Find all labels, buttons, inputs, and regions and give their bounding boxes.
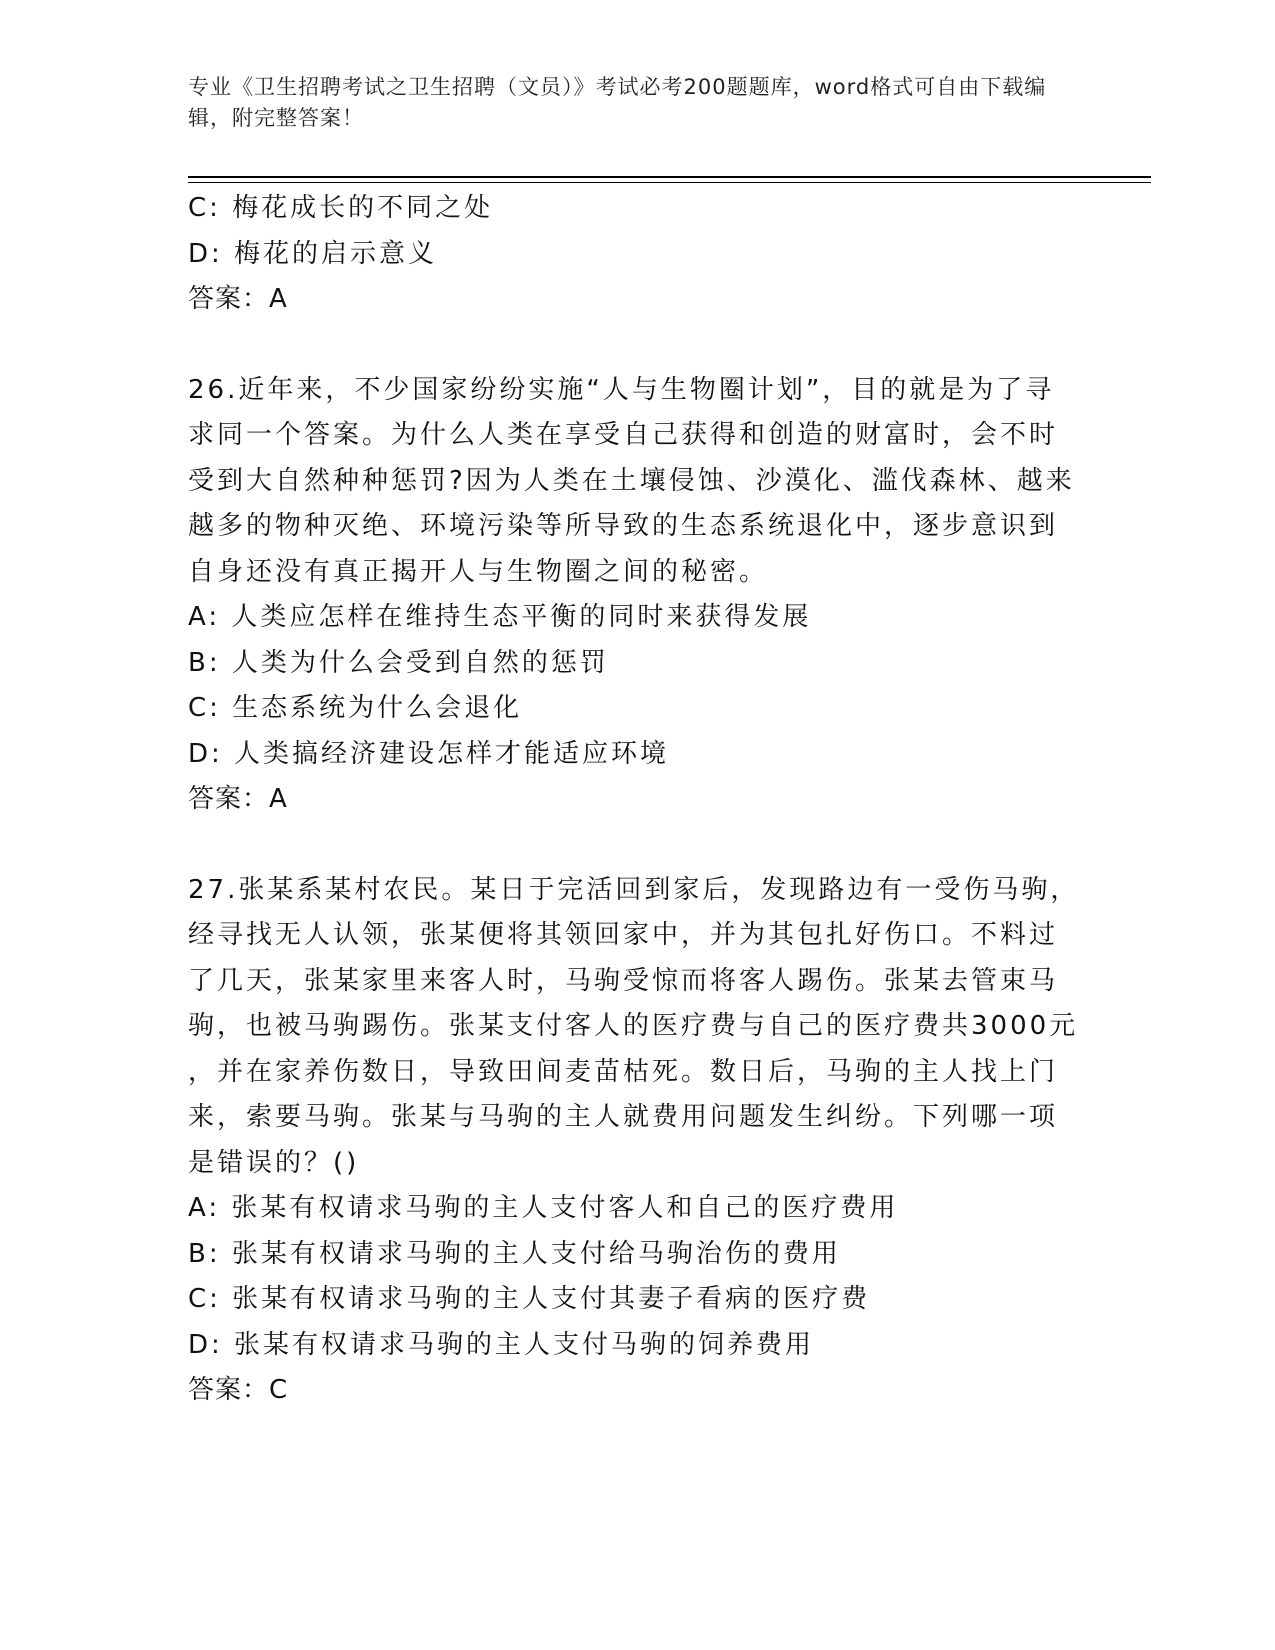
option-d: D: 人类搞经济建设怎样才能适应环境 bbox=[188, 738, 670, 769]
question-27 bbox=[188, 868, 1088, 1414]
header-rule-thin bbox=[188, 182, 1151, 183]
question-text-line: 经寻找无人认领，张某便将其领回家中，并为其包扎好伤口。不料过 bbox=[188, 920, 1059, 950]
question-text-line: 了几天，张某家里来客人时，马驹受惊而将客人踢伤。张某去管束马 bbox=[188, 965, 1059, 996]
question-text-line: 来，索要马驹。张某与马驹的主人就费用问题发生纠纷。下列哪一项 bbox=[188, 1102, 1059, 1132]
option-a: A: 张某有权请求马驹的主人支付客人和自己的医疗费用 bbox=[188, 1193, 899, 1223]
prev-question-block bbox=[188, 186, 1088, 323]
option-d: D: 梅花的启示意义 bbox=[188, 238, 438, 269]
question-text-line: 27.张某系某村农民。某日于完活回到家后，发现路边有一受伤马驹， bbox=[188, 874, 1080, 905]
document-header bbox=[188, 72, 1068, 134]
option-c: C: 生态系统为什么会退化 bbox=[188, 693, 523, 723]
spacer bbox=[188, 323, 1088, 368]
header-rule-thick bbox=[188, 176, 1151, 178]
question-26 bbox=[188, 368, 1088, 823]
option-b: B: 人类为什么会受到自然的惩罚 bbox=[188, 647, 609, 678]
document-body bbox=[188, 186, 1088, 1414]
question-text-line: ，并在家养伤数日，导致田间麦苗枯死。数日后，马驹的主人找上门 bbox=[188, 1056, 1059, 1087]
option-d: D: 张某有权请求马驹的主人支付马驹的饲养费用 bbox=[188, 1329, 815, 1360]
question-text-line: 受到大自然种种惩罚?因为人类在土壤侵蚀、沙漠化、滥伐森林、越来 bbox=[188, 465, 1075, 496]
answer: 答案：C bbox=[188, 1375, 289, 1405]
question-text-line: 求同一个答案。为什么人类在享受自己获得和创造的财富时，会不时 bbox=[188, 420, 1059, 450]
question-text-line: 驹，也被马驹踢伤。张某支付客人的医疗费与自己的医疗费共3000元 bbox=[188, 1011, 1079, 1041]
question-text-line: 越多的物种灭绝、环境污染等所导致的生态系统退化中，逐步意识到 bbox=[188, 511, 1059, 541]
option-c: C: 张某有权请求马驹的主人支付其妻子看病的医疗费 bbox=[188, 1284, 871, 1314]
answer: 答案：A bbox=[188, 784, 288, 814]
option-b: B: 张某有权请求马驹的主人支付给马驹治伤的费用 bbox=[188, 1238, 841, 1269]
option-a: A: 人类应怎样在维持生态平衡的同时来获得发展 bbox=[188, 602, 812, 632]
header-title: 专业《卫生招聘考试之卫生招聘（文员）》考试必考200题题库，word格式可自由下载编辑，附完整答案！ bbox=[188, 75, 1047, 130]
question-text-line: 26.近年来，不少国家纷纷实施“人与生物圈计划”，目的就是为了寻 bbox=[188, 374, 1055, 405]
question-text-line: 是错误的？() bbox=[188, 1147, 360, 1178]
question-text-line: 自身还没有真正揭开人与生物圈之间的秘密。 bbox=[188, 556, 769, 587]
answer: 答案：A bbox=[188, 284, 288, 314]
spacer bbox=[188, 823, 1088, 868]
option-c: C: 梅花成长的不同之处 bbox=[188, 193, 494, 223]
